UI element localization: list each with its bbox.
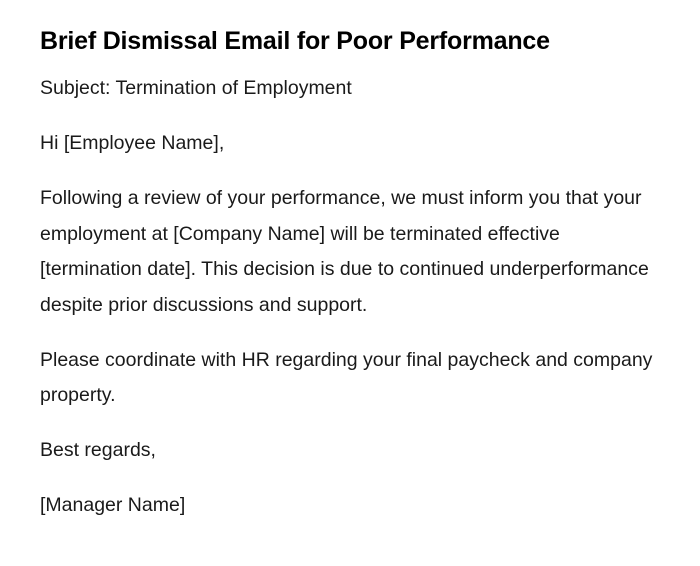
- email-closing: Best regards,: [40, 439, 156, 461]
- email-signature: [Manager Name]: [40, 494, 186, 516]
- email-body-paragraph-2: Please coordinate with HR regarding your final paycheck and company property.: [40, 348, 653, 406]
- document-title: Brief Dismissal Email for Poor Performance: [40, 27, 550, 55]
- email-greeting: Hi [Employee Name],: [40, 132, 225, 154]
- email-body-paragraph-1: Following a review of your performance, we must inform you that your employment at [Company Name] will be terminated effective [termination date]. This decision is due to continued underperformance despite prior discussions and support.: [40, 187, 649, 316]
- email-subject: Subject: Termination of Employment: [40, 77, 352, 99]
